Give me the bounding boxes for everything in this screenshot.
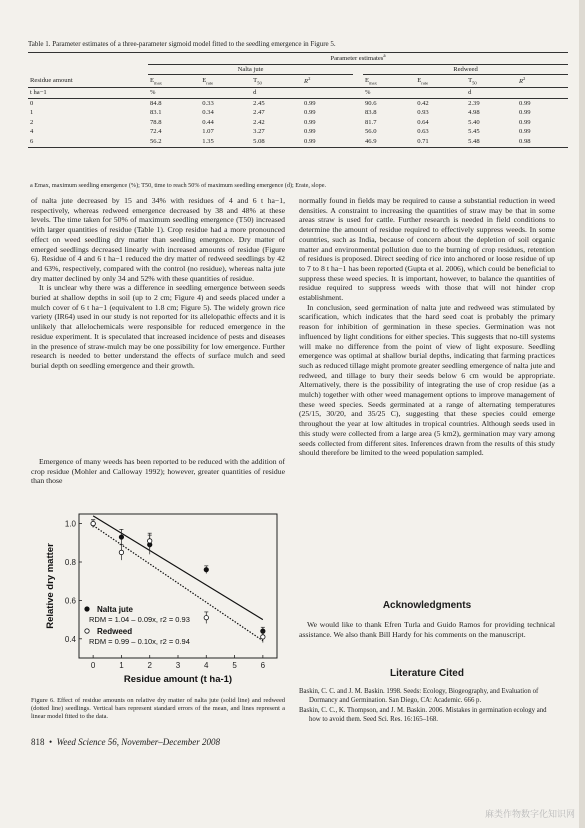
legend-fit-equation: RDM = 1.04 – 0.09x, r2 = 0.93 <box>89 615 190 624</box>
table-row <box>28 127 568 137</box>
table-cell: 5.45 <box>468 128 480 136</box>
table-cell: 1 <box>30 109 34 117</box>
table-cell: 0.71 <box>415 137 466 147</box>
table-cell: 0.99 <box>302 137 353 147</box>
table-cell: 46.9 <box>363 137 415 147</box>
literature-heading: Literature Cited <box>390 668 464 679</box>
col-r2: $R^2$ <box>302 75 353 88</box>
table-body <box>28 98 568 147</box>
paragraph: normally found in fields may be required to cause a substantial reduction in weed densities. A constraint to increasing the quantities of straw may be that in some areas straw is used for cattle. Further research is needed in field conditions to determine the amount of residue required to effectively suppress weeds. In some countries, such as India, because of concern about the depletion of soil organic matter and environmental pollution due to the burning of crop residues, retention of residues is proposed. Direct seeding of rice into anchored or loose residue of up to 7 to 8 t ha−1 has been reported (Gupta et al. 2006), which could be beneficial to suppress these weed species. It is important, however, to balance the quantities of residue required to suppress weeds with those that will not hinder crop establishment. <box>299 196 555 303</box>
x-tick-label: 0 <box>90 661 96 670</box>
col-erate-rw: $E_{rate}$ <box>415 75 466 88</box>
table-cell: 0.99 <box>519 109 531 117</box>
table-cell: 1.35 <box>200 137 251 147</box>
table-cell: 0.99 <box>519 128 531 136</box>
col-r2-rw: $R^2$ <box>517 75 568 88</box>
table-cell: 1.07 <box>202 128 214 136</box>
figure-caption: Figure 6. Effect of residue amounts on relative dry matter of nalta jute (solid line) and redweed (dotted line) seedlings. Vertical bars represent standard errors of the mean, and lines represent a linear model fitted to the data. <box>31 697 285 720</box>
legend-series-name: Redweed <box>97 627 133 636</box>
redweed-point <box>261 635 265 639</box>
table-footnote: a Emax, maximum seedling emergence (%); T50, time to reach 50% of maximum seedling emergence (d); Erate, slope. <box>30 182 327 189</box>
table-cell: 0.99 <box>519 99 531 107</box>
table-cell: 84.8 <box>150 99 162 107</box>
table-cell: 2.45 <box>253 99 265 107</box>
legend-marker <box>85 629 89 633</box>
table-cell: 2.42 <box>253 118 265 126</box>
table-cell: 2.39 <box>468 99 480 107</box>
table-cell: 0.42 <box>417 99 429 107</box>
table-cell: 5.48 <box>466 137 517 147</box>
x-tick-label: 4 <box>204 661 209 670</box>
col-t50-rw: $T_{50}$ <box>466 75 517 88</box>
page-number: 818 <box>31 737 45 747</box>
x-tick-label: 1 <box>119 661 124 670</box>
table-cell: 0.93 <box>417 109 429 117</box>
page-footer: 818 • Weed Science 56, November–December 2008 <box>31 737 221 747</box>
right-column-text <box>299 196 555 458</box>
table-cell: 0.99 <box>304 99 316 107</box>
table-cell: 90.6 <box>364 99 377 107</box>
scan-edge <box>579 0 585 828</box>
acknowledgments-heading: Acknowledgments <box>382 600 472 611</box>
x-axis-label: Residue amount (t ha-1) <box>123 674 233 685</box>
table-cell: 83.8 <box>364 109 377 117</box>
species-header-nalta: Nalta jute <box>148 64 353 75</box>
parameter-table: Parameter estimates$^a$ Nalta jute Redweed Residue amount $E_{max}$ $E_{rate}$ $T_{50}$ $R^2$ $E_{max}$ $E_{rate}$ $T_{50}$ $R^2$ t ha−1 % d % d 0 84.8 0.33 2.45 0.99 90.6 0.42 2.39 0.99 1 83.1 0.34 2.47 0.99 83.8 0.93 4.98 0.99 2 78.8 0.44 2.42 0.99 81.7 0.64 5.40 0.99 4 72.4 1.07 3.27 0.99 56.0 0.63 5.45 0.99 6 56.2 1.35 5.08 0.99 46.9 0.71 5.48 0.98 <box>28 52 568 148</box>
table-cell: 0.99 <box>304 128 316 136</box>
table-row <box>28 118 568 128</box>
y-tick-label: 0.4 <box>64 634 76 644</box>
paragraph: Emergence of many weeds has been reported to be reduced with the addition of crop residue (Mohler and Calloway 1992); however, greater quantities of residue than those <box>31 457 285 486</box>
paragraph: It is unclear why there was a difference in seedling emergence between seeds buried at shallow depths in soil (up to 2 cm; Figure 4) and seeds placed under a mulch cover of 6 t ha−1 (equivalent to 1.8 cm; Figure 5). The widely grown rice variety (IR64) used in our study is not reported for its allelopathic effects and it is unlikely that allelochemicals were responsible for reduced emergence in the residue experiment. It is speculated that increased incidence of pests and diseases in the presence of straw-mulch may be one possibility for low emergence. Further research is needed to better understand the effects of surface mulch and seed burial depth on seedling emergence and their growth. <box>31 283 285 370</box>
unit-label: t ha−1 <box>28 88 148 99</box>
table-cell <box>353 127 363 137</box>
table-cell: 0.98 <box>517 137 568 147</box>
y-tick-label: 0.6 <box>64 596 76 606</box>
x-tick-label: 3 <box>175 661 181 670</box>
y-tick-label: 0.8 <box>64 558 76 567</box>
table-cell: 83.1 <box>150 109 162 117</box>
table-cell: 6 <box>28 137 148 147</box>
table-cell: 4.98 <box>468 109 480 117</box>
x-tick-label: 5 <box>232 661 237 670</box>
table-cell: 0.64 <box>417 118 429 126</box>
table-cell: 2.47 <box>253 109 265 117</box>
table-group-header: Parameter estimates$^a$ <box>148 53 568 65</box>
reference-item: Baskin, C. C., K. Thompson, and J. M. Baskin. 2006. Mistakes in germination ecology and how to avoid them. Seed Sci. Res. 16:165–168. <box>299 707 547 723</box>
table-cell: 56.0 <box>364 128 377 136</box>
table-cell: 3.27 <box>253 128 265 136</box>
figure-6-chart <box>31 508 285 696</box>
watermark: 麻类作物数字化知识网 <box>484 809 575 819</box>
col-erate: $E_{rate}$ <box>200 75 251 88</box>
x-tick-label: 2 <box>147 661 152 670</box>
table-row <box>28 137 568 147</box>
table-row <box>28 98 568 108</box>
table-cell: 81.7 <box>364 118 377 126</box>
table-cell: 0.33 <box>202 99 214 107</box>
redweed-point <box>91 521 95 525</box>
table-cell: 4 <box>30 128 34 136</box>
left-column-continued <box>31 457 285 486</box>
table-row <box>28 108 568 118</box>
legend-fit-equation: RDM = 0.99 – 0.10x, r2 = 0.94 <box>89 637 190 646</box>
table-cell: 0.99 <box>304 118 316 126</box>
nalta-jute-point <box>204 567 208 571</box>
y-tick-label: 1.0 <box>64 519 76 529</box>
redweed-point <box>204 615 208 619</box>
table-cell: 0.44 <box>202 118 214 126</box>
table-caption: Table 1. Parameter estimates of a three-parameter sigmoid model fitted to the seedling emergence in Figure 5. <box>28 40 336 48</box>
row-label-header: Residue amount <box>28 75 148 88</box>
table-cell: 0.63 <box>417 128 429 136</box>
col-emax: $E_{max}$ <box>148 75 200 88</box>
paragraph: In conclusion, seed germination of nalta jute and redweed was stimulated by scarification, which indicates that the hard seed coat is probably the primary reason for inhibition of germination in these species. Germination was not influenced by light conditions for either species. This suggests that no-till systems will make no difference from the point of view of light exposure. Seedling emergence was optimal at shallow burial depths, indicating that farming practices such as reduced tillage might promote greater seedling emergence of nalta jute and redweed, and tillage to bury their seeds below 6 cm would be appropriate. Alternatively, there is the possibility of integrating the use of crop residue (as a mulch) together with other weed management options to improve management of these weed species. Seeds germinated at a range of alternating temperatures (25/15, 30/20, and 35/25 C), suggesting that these species could emerge throughout the year at low altitudes in tropical countries. Although seeds used in this study were collected from a large area (5 km2), germination may vary among seeds collected from different sites. Inferences drawn from the results of this study should therefore be limited to the weed population sampled. <box>299 302 555 458</box>
col-t50: $T_{50}$ <box>251 75 302 88</box>
legend-marker <box>85 607 89 611</box>
table-cell: 56.2 <box>148 137 200 147</box>
x-tick-label: 6 <box>260 661 266 670</box>
redweed-point <box>119 550 123 554</box>
col-emax-rw: $E_{max}$ <box>363 75 415 88</box>
nalta-jute-point <box>119 535 123 539</box>
journal-name: Weed Science 56, November–December 2008 <box>56 737 221 747</box>
species-header-redweed: Redweed <box>363 64 568 75</box>
y-axis-label: Relative dry matter <box>45 543 56 629</box>
table-cell <box>353 118 363 128</box>
table-cell: 0.99 <box>304 109 316 117</box>
table-cell: 72.4 <box>150 128 162 136</box>
table-cell: 0.99 <box>519 118 531 126</box>
paragraph: of nalta jute decreased by 15 and 34% with residues of 4 and 6 t ha−1, respectively, whereas redweed emergence decreased by 38 and 48% at these levels. The time taken for 50% of maximum seedling emergence (T50) increased with larger quantities of residue (Table 1). Crop residue had a more pronounced effect on weed seedling dry matter than seedling emergence. Dry matter of emerged seedlings decreased linearly with increased amounts of residue (Figure 6). Residue of 4 and 6 t ha−1 reduced the dry matter of redweed seedlings by 42 and 63%, respectively, compared with the control (no residue), whereas nalta jute dry matter declined by only 34 and 52% with these quantities of residue. <box>31 196 285 283</box>
redweed-point <box>148 539 152 543</box>
reference-item: Baskin, C. C. and J. M. Baskin. 1998. Seeds: Ecology, Biogeography, and Evaluation of Dormancy and Germination. San Diego, CA: Academic. 666 p. <box>299 688 539 704</box>
table-cell: 5.08 <box>251 137 302 147</box>
legend-series-name: Nalta jute <box>97 605 134 614</box>
table-cell: 0.34 <box>202 109 214 117</box>
table-cell: 5.40 <box>468 118 480 126</box>
reference-list <box>299 688 555 726</box>
left-column-text <box>31 196 285 371</box>
table-cell <box>353 108 363 118</box>
table-cell: 0 <box>30 99 34 107</box>
table-cell <box>353 137 363 147</box>
table-cell <box>353 98 363 108</box>
table-cell: 2 <box>30 118 34 126</box>
acknowledgments-text: We would like to thank Efren Turla and Guido Ramos for providing technical assistance. We also thank Bill Hardy for his comments on the manuscript. <box>299 620 555 639</box>
table-cell: 78.8 <box>150 118 162 126</box>
